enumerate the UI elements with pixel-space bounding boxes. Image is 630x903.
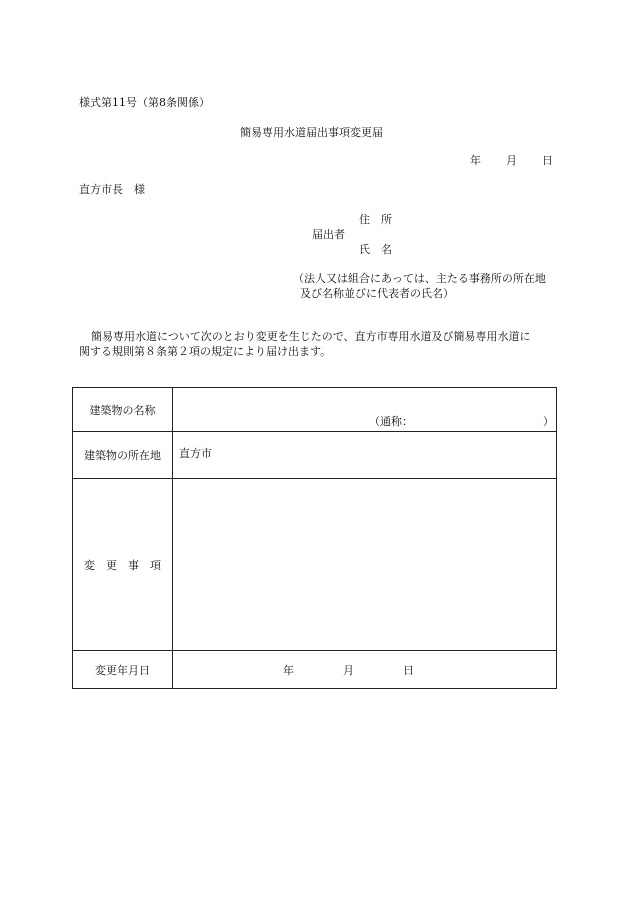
document-title: 簡易専用水道届出事項変更届 [240,126,383,139]
change-date-month: 月 [343,664,354,677]
date-month-label: 月 [506,154,517,167]
change-date-day: 日 [403,664,414,677]
applicant-name-label: 氏 名 [359,243,392,256]
alias-open: （通称： [369,415,413,428]
body-text-line1: 簡易専用水道について次のとおり変更を生じたので、直方市専用水道及び簡易専用水道に [91,330,531,343]
alias-close: ） [543,415,554,428]
date-day-label: 日 [542,154,553,167]
building-name-row [73,388,557,432]
change-items-label: 変 更 事 項 [73,479,173,651]
change-date-field[interactable] [173,651,557,689]
building-location-label: 建築物の所在地 [73,432,173,479]
body-text-line2: 関する規則第８条第２項の規定により届け出ます。 [79,345,332,358]
applicant-label: 届出者 [312,228,345,241]
form-number: 様式第11号（第8条関係） [79,96,210,109]
applicant-note-line2: 及び名称並びに代表者の氏名） [300,287,454,300]
building-location-field[interactable] [173,432,557,479]
applicant-note-line1: （法人又は組合にあっては、主たる事務所の所在地 [293,272,546,285]
form-table [72,387,557,689]
change-date-year: 年 [283,664,294,677]
change-items-row [73,479,557,651]
building-location-row [73,432,557,479]
change-date-label: 変更年月日 [73,651,173,689]
change-items-field[interactable] [173,479,557,651]
change-date-row [73,651,557,689]
addressee: 直方市長 様 [79,183,145,196]
building-name-field[interactable] [173,388,557,432]
date-year-label: 年 [470,154,481,167]
building-name-label: 建築物の名称 [73,388,173,432]
building-location-value: 直方市 [179,447,212,460]
applicant-address-label: 住 所 [359,213,392,226]
